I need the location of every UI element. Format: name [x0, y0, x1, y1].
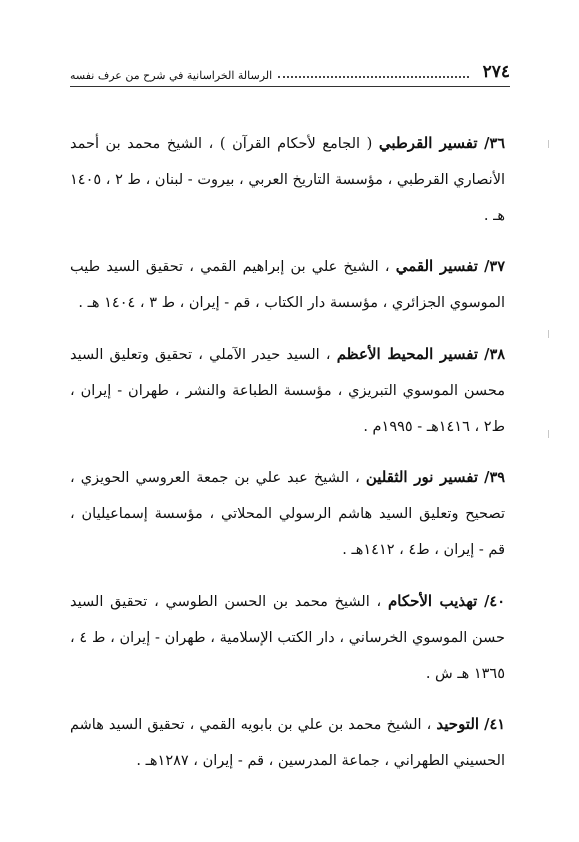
bibliography-entry [70, 706, 505, 779]
entry-title: تهذيب الأحكام [387, 591, 478, 610]
scan-mark [548, 140, 549, 148]
entry-text: ( الجامع لأحكام القرآن ) ، الشيخ محمد بن أحمد الأنصاري القرطبي ، مؤسسة التاريخ العربي ، بيروت - لبنان ، ط ٢ ، ١٤٠٥ هـ . [70, 135, 505, 224]
entry-number: ٤٠/ [484, 592, 505, 610]
entry-number: ٣٧/ [484, 258, 505, 275]
entry-title: التوحيد [436, 715, 480, 733]
bibliography-entry [70, 583, 505, 692]
entry-number: ٤١/ [484, 716, 506, 733]
bibliography-entry [70, 336, 505, 445]
entry-title: تفسير نور الثقلين [365, 468, 479, 486]
bibliography-entry [70, 248, 505, 321]
entry-text: ، الشيخ عبد علي بن جمعة العروسي الحويزي ، تصحيح وتعليق السيد هاشم الرسولي المحلاتي ، مؤسسة إسماعيليان ، قم - إيران ، ط٤ ، ١٤١٢هـ . [70, 470, 505, 558]
scan-mark [548, 330, 549, 338]
entry-number: ٣٦/ [484, 134, 505, 152]
entry-number: ٣٩/ [484, 469, 506, 486]
entry-text: ، السيد حيدر الآملي ، تحقيق وتعليق السيد محسن الموسوي التبريزي ، مؤسسة الطباعة والنشر ، طهران - إيران ، ط٢ ، ١٤١٦هـ - ١٩٩٥م . [70, 346, 505, 435]
entry-text: ، الشيخ محمد بن الحسن الطوسي ، تحقيق السيد حسن الموسوي الخرساني ، دار الكتب الإسلامية ، طهران - إيران ، ط ٤ ، ١٣٦٥ هـ ش . [70, 593, 505, 682]
header-dot-leader [278, 68, 468, 78]
page-number: ٢٧٤ [482, 62, 510, 82]
running-title: الرسالة الخراسانية في شرح من عرف نفسه [70, 69, 273, 82]
scan-mark [548, 430, 549, 438]
bibliography-list [70, 110, 505, 782]
entry-number: ٣٨/ [484, 345, 506, 363]
page-header [70, 60, 510, 87]
entry-text: ، الشيخ علي بن إبراهيم القمي ، تحقيق السيد طيب الموسوي الجزائري ، مؤسسة دار الكتاب ، قم - إيران ، ط ٣ ، ١٤٠٤ هـ . [70, 259, 505, 311]
entry-title: تفسير القمي [395, 257, 478, 275]
bibliography-entry [70, 125, 505, 234]
entry-title: تفسير المحيط الأعظم [336, 344, 478, 363]
bibliography-entry [70, 459, 505, 568]
entry-title: تفسير القرطبي [378, 133, 478, 152]
entry-text: ، الشيخ محمد بن علي بن بابويه القمي ، تحقيق السيد هاشم الحسيني الطهراني ، جماعة المدرسين ، قم - إيران ، ١٢٨٧هـ . [70, 717, 505, 769]
